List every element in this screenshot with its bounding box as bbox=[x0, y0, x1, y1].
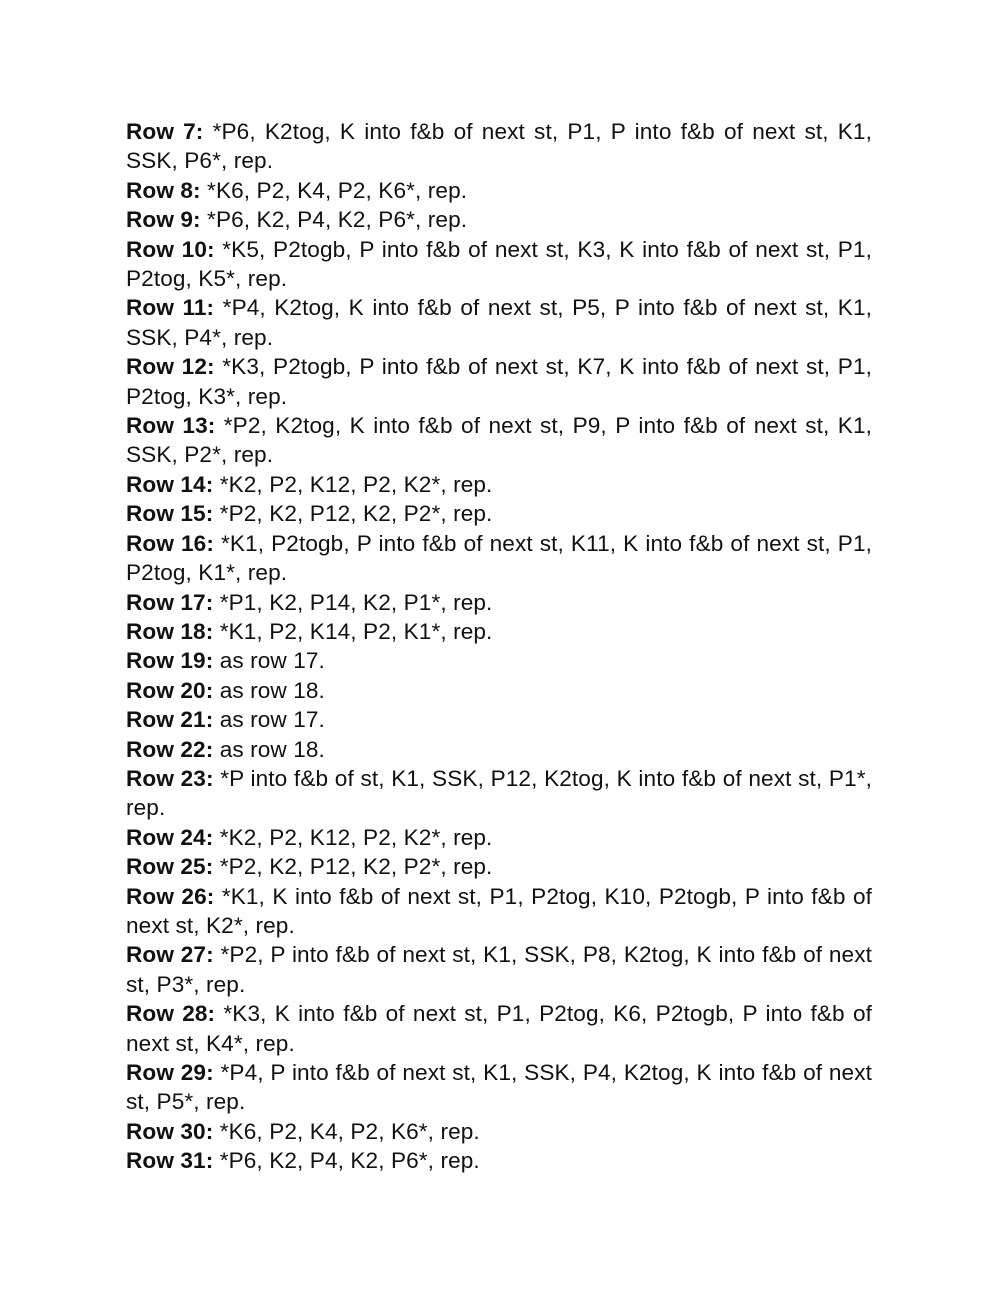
row-label: Row 24: bbox=[126, 824, 214, 850]
pattern-row bbox=[126, 235, 872, 294]
row-label: Row 23: bbox=[126, 765, 214, 791]
pattern-row bbox=[126, 646, 872, 675]
row-label: Row 8: bbox=[126, 177, 201, 203]
row-instructions: as row 17. bbox=[213, 648, 325, 674]
pattern-page bbox=[126, 117, 872, 1176]
row-instructions: as row 18. bbox=[213, 736, 325, 762]
row-label: Row 22: bbox=[126, 736, 214, 762]
row-label: Row 11: bbox=[126, 295, 215, 321]
pattern-row bbox=[126, 676, 872, 705]
row-instructions: *K1, P2, K14, P2, K1*, rep. bbox=[213, 618, 493, 644]
pattern-row bbox=[126, 852, 872, 881]
row-instructions: *K1, K into f&b of next st, P1, P2tog, K10, P2togb, P into f&b of next st, K2*, rep. bbox=[126, 883, 873, 938]
row-label: Row 20: bbox=[126, 677, 214, 703]
pattern-row bbox=[126, 352, 872, 411]
pattern-row bbox=[126, 1117, 872, 1146]
row-label: Row 28: bbox=[126, 1001, 216, 1027]
row-instructions: *P2, K2tog, K into f&b of next st, P9, P into f&b of next st, K1, SSK, P2*, rep. bbox=[126, 413, 872, 468]
pattern-row bbox=[126, 764, 872, 823]
pattern-row bbox=[126, 588, 872, 617]
row-instructions: *P6, K2tog, K into f&b of next st, P1, P into f&b of next st, K1, SSK, P6*, rep. bbox=[126, 119, 872, 174]
row-label: Row 30: bbox=[126, 1118, 214, 1144]
pattern-row bbox=[126, 940, 872, 999]
pattern-row bbox=[126, 617, 872, 646]
row-instructions: *P6, K2, P4, K2, P6*, rep. bbox=[200, 207, 468, 233]
row-label: Row 14: bbox=[126, 471, 214, 497]
pattern-row bbox=[126, 176, 872, 205]
pattern-row bbox=[126, 293, 872, 352]
row-label: Row 15: bbox=[126, 501, 214, 527]
row-label: Row 10: bbox=[126, 236, 215, 262]
row-label: Row 17: bbox=[126, 589, 214, 615]
row-label: Row 18: bbox=[126, 618, 214, 644]
row-instructions: as row 18. bbox=[213, 677, 325, 703]
pattern-row bbox=[126, 705, 872, 734]
row-instructions: *P1, K2, P14, K2, P1*, rep. bbox=[213, 589, 493, 615]
row-label: Row 25: bbox=[126, 854, 214, 880]
pattern-row bbox=[126, 882, 872, 941]
row-label: Row 13: bbox=[126, 413, 216, 439]
row-instructions: *P4, P into f&b of next st, K1, SSK, P4, K2tog, K into f&b of next st, P5*, rep. bbox=[126, 1060, 872, 1115]
pattern-row bbox=[126, 470, 872, 499]
pattern-row bbox=[126, 1146, 872, 1175]
row-instructions: *K3, P2togb, P into f&b of next st, K7, K into f&b of next st, P1, P2tog, K3*, rep. bbox=[126, 354, 873, 409]
pattern-row bbox=[126, 205, 872, 234]
row-instructions: *P4, K2tog, K into f&b of next st, P5, P into f&b of next st, K1, SSK, P4*, rep. bbox=[126, 295, 872, 350]
pattern-row bbox=[126, 117, 872, 176]
row-label: Row 26: bbox=[126, 883, 215, 909]
row-instructions: *K2, P2, K12, P2, K2*, rep. bbox=[213, 471, 493, 497]
row-label: Row 9: bbox=[126, 207, 201, 233]
row-instructions: as row 17. bbox=[213, 707, 325, 733]
row-instructions: *K1, P2togb, P into f&b of next st, K11, K into f&b of next st, P1, P2tog, K1*, rep. bbox=[126, 530, 872, 586]
row-instructions: *K5, P2togb, P into f&b of next st, K3, K into f&b of next st, P1, P2tog, K5*, rep. bbox=[126, 236, 873, 292]
pattern-row bbox=[126, 411, 872, 470]
row-instructions: *K3, K into f&b of next st, P1, P2tog, K6, P2togb, P into f&b of next st, K4*, rep. bbox=[126, 1001, 872, 1056]
pattern-row bbox=[126, 529, 872, 588]
row-label: Row 19: bbox=[126, 648, 214, 674]
pattern-row bbox=[126, 735, 872, 764]
row-label: Row 16: bbox=[126, 530, 214, 556]
row-label: Row 21: bbox=[126, 707, 214, 733]
row-instructions: *P2, P into f&b of next st, K1, SSK, P8, K2tog, K into f&b of next st, P3*, rep. bbox=[126, 942, 872, 997]
pattern-row bbox=[126, 823, 872, 852]
pattern-row bbox=[126, 999, 872, 1058]
pattern-row bbox=[126, 499, 872, 528]
row-label: Row 7: bbox=[126, 119, 204, 144]
row-instructions: *K6, P2, K4, P2, K6*, rep. bbox=[213, 1118, 480, 1144]
row-instructions: *K2, P2, K12, P2, K2*, rep. bbox=[213, 824, 493, 850]
row-label: Row 12: bbox=[126, 354, 215, 380]
pattern-row bbox=[126, 1058, 872, 1117]
row-instructions: *P2, K2, P12, K2, P2*, rep. bbox=[213, 501, 493, 527]
row-label: Row 31: bbox=[126, 1148, 214, 1174]
row-label: Row 27: bbox=[126, 942, 214, 968]
row-instructions: *P2, K2, P12, K2, P2*, rep. bbox=[213, 854, 493, 880]
row-label: Row 29: bbox=[126, 1060, 214, 1085]
row-instructions: *P into f&b of st, K1, SSK, P12, K2tog, K into f&b of next st, P1*, rep. bbox=[126, 765, 872, 821]
row-instructions: *P6, K2, P4, K2, P6*, rep. bbox=[213, 1148, 480, 1174]
row-instructions: *K6, P2, K4, P2, K6*, rep. bbox=[200, 177, 468, 203]
